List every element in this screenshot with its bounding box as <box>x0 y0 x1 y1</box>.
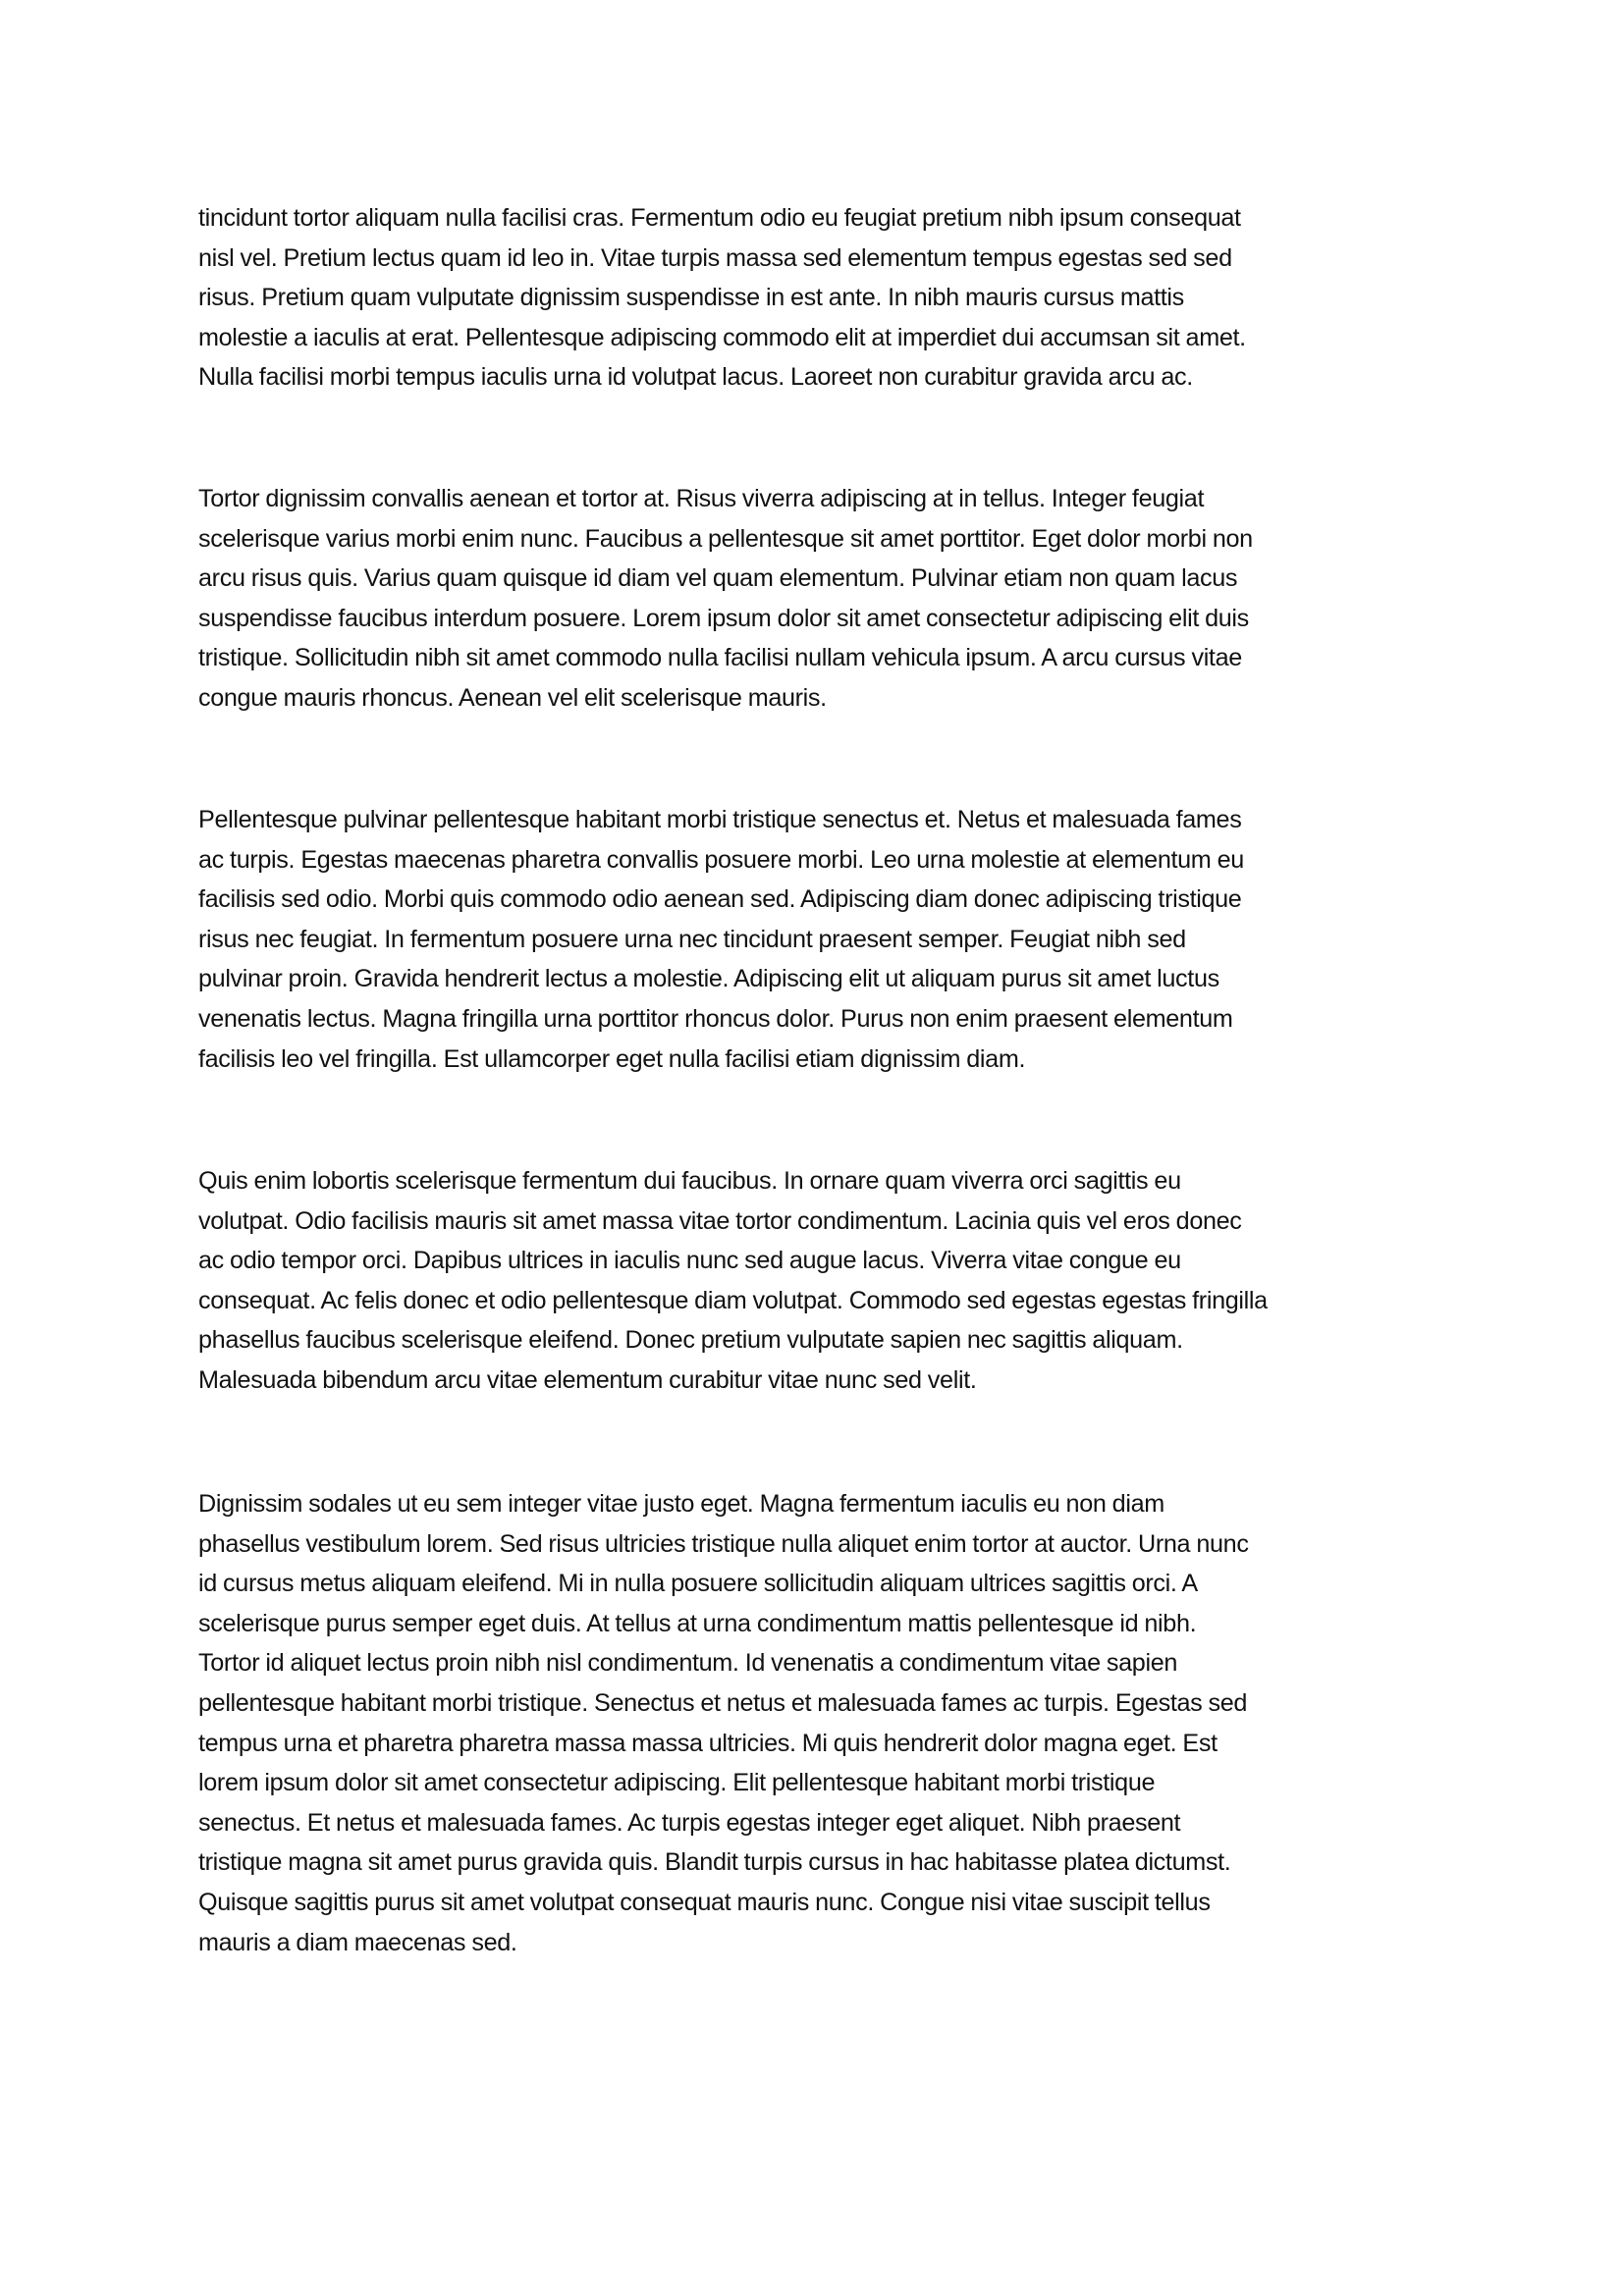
paragraph-2 <box>198 479 1435 719</box>
text-line: Tortor id aliquet lectus proin nibh nisl condimentum. Id venenatis a condimentum vitae sapien <box>198 1649 1178 1678</box>
text-line: id cursus metus aliquam eleifend. Mi in nulla posuere sollicitudin aliquam ultrices sagittis orci. A <box>198 1570 1198 1598</box>
text-line: Malesuada bibendum arcu vitae elementum curabitur vitae nunc sed velit. <box>198 1365 977 1394</box>
text-line: volutpat. Odio facilisis mauris sit amet massa vitae tortor condimentum. Lacinia quis vel eros donec <box>198 1206 1242 1235</box>
text-line: scelerisque varius morbi enim nunc. Faucibus a pellentesque sit amet porttitor. Eget dolor morbi non <box>198 524 1253 553</box>
text-line: Tortor dignissim convallis aenean et tortor at. Risus viverra adipiscing at in tellus. Integer feugiat <box>198 485 1205 512</box>
text-line: tristique. Sollicitudin nibh sit amet commodo nulla facilisi nullam vehicula ipsum. A arcu cursus vitae <box>198 644 1242 672</box>
paragraph-3 <box>198 800 1435 1079</box>
text-line: risus nec feugiat. In fermentum posuere urna nec tincidunt praesent semper. Feugiat nibh sed <box>198 925 1186 953</box>
text-line: mauris a diam maecenas sed. <box>198 1928 517 1956</box>
text-line: Quis enim lobortis scelerisque fermentum dui faucibus. In ornare quam viverra orci sagittis eu <box>198 1167 1181 1195</box>
text-line: facilisis sed odio. Morbi quis commodo odio aenean sed. Adipiscing diam donec adipiscing tristique <box>198 885 1242 914</box>
text-line: phasellus vestibulum lorem. Sed risus ultricies tristique nulla aliquet enim tortor at auctor. Urna nunc <box>198 1529 1249 1558</box>
text-line: tristique magna sit amet purus gravida quis. Blandit turpis cursus in hac habitasse platea dictumst. <box>198 1848 1231 1877</box>
text-line: suspendisse faucibus interdum posuere. Lorem ipsum dolor sit amet consectetur adipiscing elit duis <box>198 604 1249 632</box>
text-line: venenatis lectus. Magna fringilla urna porttitor rhoncus dolor. Purus non enim praesent elementum <box>198 1004 1233 1033</box>
text-line: molestie a iaculis at erat. Pellentesque adipiscing commodo elit at imperdiet dui accumsan sit amet. <box>198 323 1246 351</box>
text-line: ac turpis. Egestas maecenas pharetra convallis posuere morbi. Leo urna molestie at elementum eu <box>198 845 1244 874</box>
text-line: Dignissim sodales ut eu sem integer vitae justo eget. Magna fermentum iaculis eu non diam <box>198 1490 1164 1518</box>
text-line: Pellentesque pulvinar pellentesque habitant morbi tristique senectus et. Netus et malesuada fames <box>198 806 1242 833</box>
text-line: facilisis leo vel fringilla. Est ullamcorper eget nulla facilisi etiam dignissim diam. <box>198 1044 1026 1073</box>
text-line: senectus. Et netus et malesuada fames. Ac turpis egestas integer eget aliquet. Nibh praesent <box>198 1808 1181 1837</box>
text-line: pellentesque habitant morbi tristique. Senectus et netus et malesuada fames ac turpis. Egestas sed <box>198 1688 1248 1717</box>
text-line: arcu risus quis. Varius quam quisque id diam vel quam elementum. Pulvinar etiam non quam lacus <box>198 564 1238 593</box>
paragraph-4 <box>198 1161 1435 1401</box>
text-line: risus. Pretium quam vulputate dignissim suspendisse in est ante. In nibh mauris cursus mattis <box>198 284 1184 312</box>
text-line: pulvinar proin. Gravida hendrerit lectus a molestie. Adipiscing elit ut aliquam purus sit amet luctus <box>198 965 1219 993</box>
text-line: congue mauris rhoncus. Aenean vel elit scelerisque mauris. <box>198 683 827 712</box>
text-line: phasellus faucibus scelerisque eleifend. Donec pretium vulputate sapien nec sagittis aliquam. <box>198 1326 1183 1355</box>
paragraph-5 <box>198 1484 1435 1962</box>
text-line: tempus urna et pharetra pharetra massa massa ultricies. Mi quis hendrerit dolor magna eget. Est <box>198 1729 1218 1757</box>
text-line: consequat. Ac felis donec et odio pellentesque diam volutpat. Commodo sed egestas egestas fringilla <box>198 1286 1268 1314</box>
text-line: lorem ipsum dolor sit amet consectetur adipiscing. Elit pellentesque habitant morbi tristique <box>198 1769 1156 1797</box>
text-line: ac odio tempor orci. Dapibus ultrices in iaculis nunc sed augue lacus. Viverra vitae congue eu <box>198 1247 1181 1275</box>
text-line: Quisque sagittis purus sit amet volutpat consequat mauris nunc. Congue nisi vitae suscipit tellus <box>198 1888 1211 1916</box>
paragraph-1 <box>198 198 1435 398</box>
text-line: Nulla facilisi morbi tempus iaculis urna id volutpat lacus. Laoreet non curabitur gravida arcu ac. <box>198 363 1193 392</box>
text-line: tincidunt tortor aliquam nulla facilisi cras. Fermentum odio eu feugiat pretium nibh ipsum consequat <box>198 204 1241 232</box>
text-line: nisl vel. Pretium lectus quam id leo in. Vitae turpis massa sed elementum tempus egestas sed sed <box>198 243 1232 272</box>
text-line: scelerisque purus semper eget duis. At tellus at urna condimentum mattis pellentesque id nibh. <box>198 1609 1197 1637</box>
